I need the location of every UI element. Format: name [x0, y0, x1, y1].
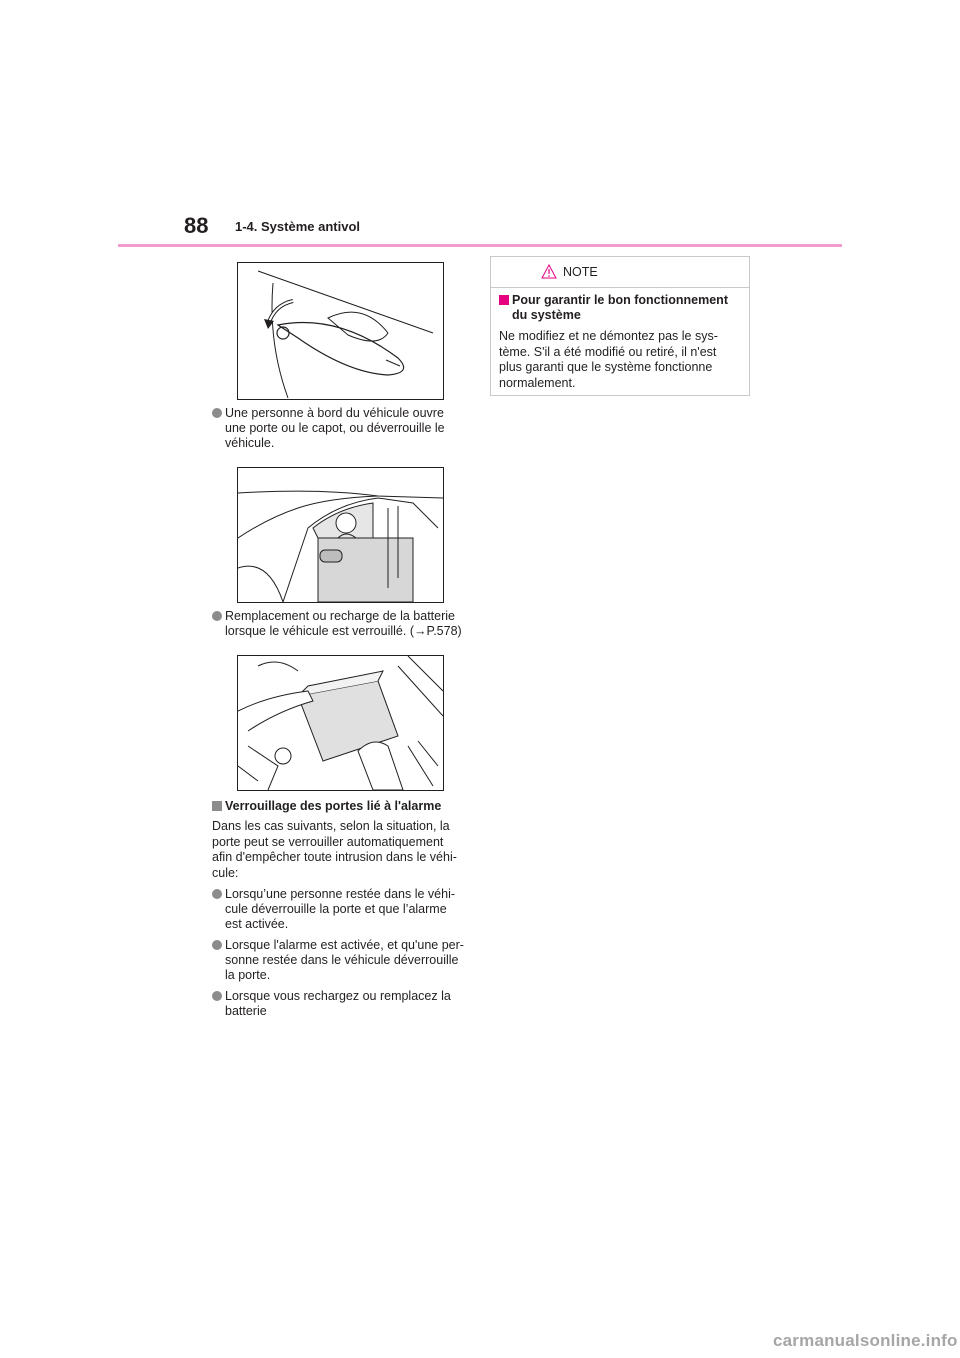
note-box	[490, 256, 750, 396]
heading-text: Verrouillage des portes lié à l'alarme	[225, 799, 442, 813]
bullet-dot	[212, 408, 222, 418]
battery-illustration	[237, 655, 444, 791]
section-square-icon	[212, 801, 222, 811]
note-header	[491, 257, 749, 288]
door-handle-illustration	[237, 262, 444, 400]
watermark: carmanualsonline.info	[773, 1331, 958, 1350]
bullet-alarm-activated	[212, 938, 464, 983]
bullet-text: Une personne à bord du véhicule ouvre une porte ou le capot, ou déverrouille le véhicule.	[225, 406, 445, 450]
page-number: 88	[184, 213, 209, 238]
note-square-icon	[499, 295, 509, 305]
bullet-text: Lorsque l'alarme est activée, et qu'une per-sonne restée dans le véhicule déverrouille la porte.	[225, 938, 464, 982]
alarm-intro-paragraph: Dans les cas suivants, selon la situation, la porte peut se verrouiller automatiquement afin d'empêcher toute intrusion dans le véhi-cule:	[212, 819, 457, 880]
header-rule	[118, 244, 842, 247]
bullet-dot	[212, 889, 222, 899]
bullet-recharge-battery	[212, 989, 464, 1019]
warning-triangle-icon	[541, 264, 557, 279]
bullet-dot	[212, 940, 222, 950]
note-body	[491, 288, 749, 391]
note-heading-text: Pour garantir le bon fonctionnement du système	[512, 293, 728, 322]
bullet-text: Lorsqu’une personne restée dans le véhi-cule déverrouille la porte et que l’alarme est activée.	[225, 887, 456, 931]
bullet-occupant-opens	[212, 406, 464, 451]
bullet-dot	[212, 611, 222, 621]
note-title: NOTE	[563, 265, 598, 279]
bullet-battery-replacement	[212, 609, 464, 639]
alarm-door-lock-heading	[212, 799, 464, 814]
bullet-dot	[212, 991, 222, 1001]
section-title: 1-4. Système antivol	[235, 219, 360, 234]
note-text: Ne modifiez et ne démontez pas le sys-tème. S'il a été modifié ou retiré, il n'est plus garanti que le système fonctionne normalement.	[499, 329, 718, 390]
bullet-text: Remplacement ou recharge de la batterie lorsque le véhicule est verrouillé. (→P.578)	[225, 609, 462, 638]
note-heading	[499, 293, 741, 323]
bullet-text: Lorsque vous rechargez ou remplacez la batterie	[225, 989, 451, 1018]
left-column	[212, 262, 464, 1019]
occupant-in-car-illustration	[237, 467, 444, 603]
bullet-occupant-unlocks	[212, 887, 464, 932]
